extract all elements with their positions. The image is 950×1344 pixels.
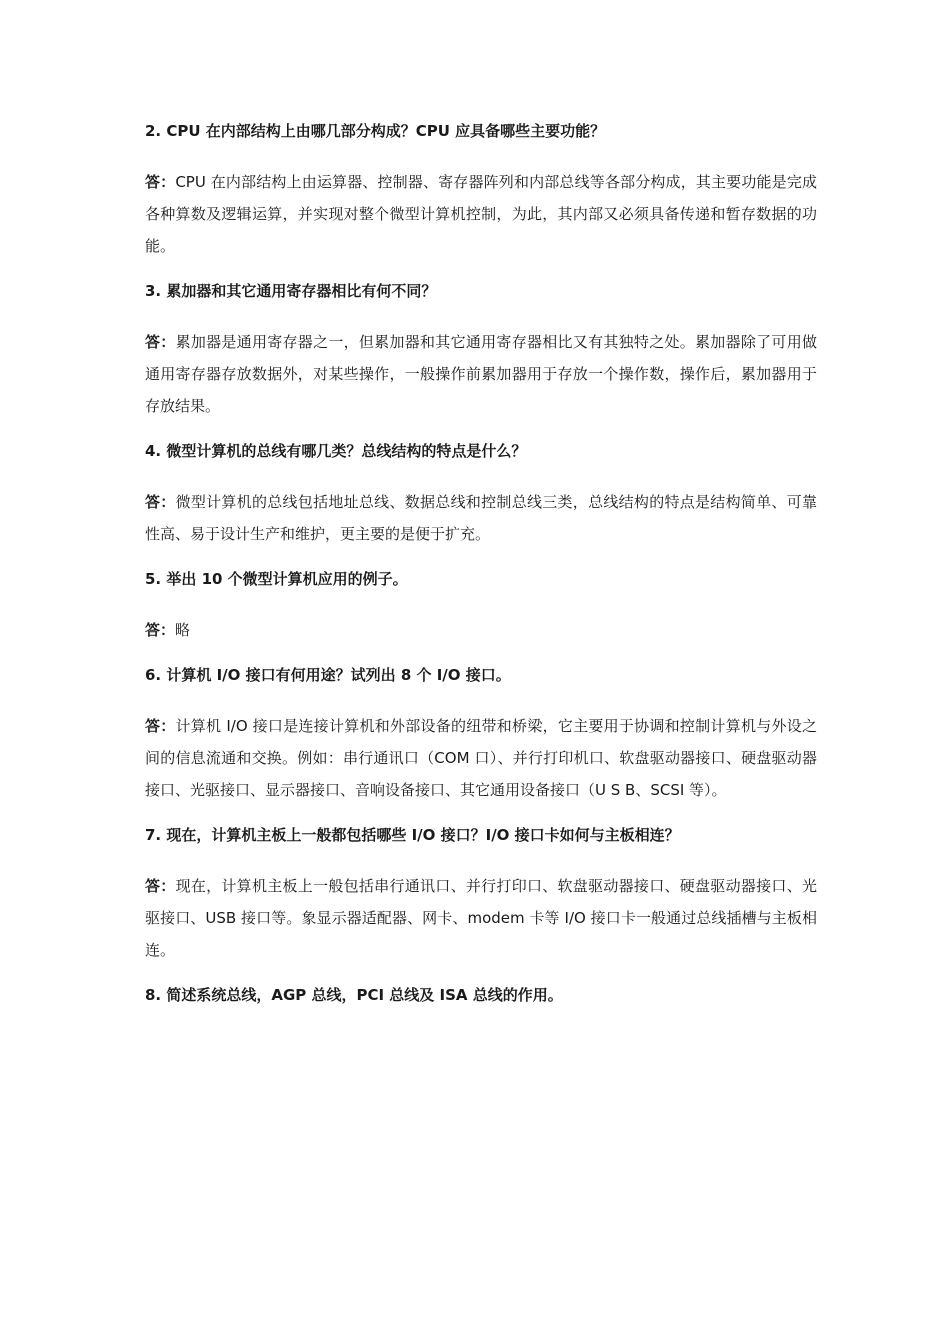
answer-2	[145, 166, 817, 262]
question-7: 7. 现在，计算机主板上一般都包括哪些 I/O 接口？I/O 接口卡如何与主板相连？	[145, 826, 680, 844]
answer-text: 微型计算机的总线包括地址总线、数据总线和控制总线三类，总线结构的特点是结构简单、可靠性高、易于设计生产和维护，更主要的是便于扩充。	[145, 493, 817, 543]
answer-7	[145, 870, 817, 966]
answer-4	[145, 486, 817, 550]
question-4: 4. 微型计算机的总线有哪几类？总线结构的特点是什么？	[145, 442, 527, 460]
qa-item-7	[145, 822, 817, 966]
answer-text: 计算机 I/O 接口是连接计算机和外部设备的纽带和桥梁，它主要用于协调和控制计算机与外设之间的信息流通和交换。例如：串行通讯口（COM 口）、并行打印机口、软盘驱动器接口、硬盘驱动器接口、光驱接口、显示器接口、音响设备接口、其它通用设备接口（U S B、SCSI 等）。	[145, 717, 817, 799]
answer-label: 答：	[145, 333, 176, 351]
answer-label: 答：	[145, 621, 176, 639]
qa-item-6	[145, 662, 817, 806]
question-8: 8. 简述系统总线，AGP 总线，PCI 总线及 ISA 总线的作用。	[145, 986, 563, 1004]
answer-label: 答：	[145, 717, 176, 735]
question-2: 2. CPU 在内部结构上由哪几部分构成？CPU 应具备哪些主要功能？	[145, 122, 606, 140]
qa-item-3	[145, 278, 817, 422]
answer-5	[145, 614, 817, 646]
qa-item-4	[145, 438, 817, 550]
question-3: 3. 累加器和其它通用寄存器相比有何不同？	[145, 282, 437, 300]
answer-3	[145, 326, 817, 422]
qa-item-8	[145, 982, 817, 1008]
answer-text: 累加器是通用寄存器之一，但累加器和其它通用寄存器相比又有其独特之处。累加器除了可用做通用寄存器存放数据外，对某些操作，一般操作前累加器用于存放一个操作数，操作后，累加器用于存放结果。	[145, 333, 817, 415]
answer-label: 答：	[145, 877, 176, 895]
answer-label: 答：	[145, 173, 176, 191]
qa-item-5	[145, 566, 817, 646]
answer-6	[145, 710, 817, 806]
answer-text: 略	[175, 621, 191, 639]
question-5: 5. 举出 10 个微型计算机应用的例子。	[145, 570, 408, 588]
answer-text: 现在，计算机主板上一般包括串行通讯口、并行打印口、软盘驱动器接口、硬盘驱动器接口、光驱接口、USB 接口等。象显示器适配器、网卡、modem 卡等 I/O 接口卡一般通过总线插槽与主板相连。	[145, 877, 817, 959]
answer-label: 答：	[145, 493, 176, 511]
question-6: 6. 计算机 I/O 接口有何用途？试列出 8 个 I/O 接口。	[145, 666, 511, 684]
qa-item-2	[145, 118, 817, 262]
answer-text: CPU 在内部结构上由运算器、控制器、寄存器阵列和内部总线等各部分构成，其主要功能是完成各种算数及逻辑运算，并实现对整个微型计算机控制，为此，其内部又必须具备传递和暂存数据的功能。	[145, 173, 817, 255]
document-page	[145, 118, 817, 1030]
